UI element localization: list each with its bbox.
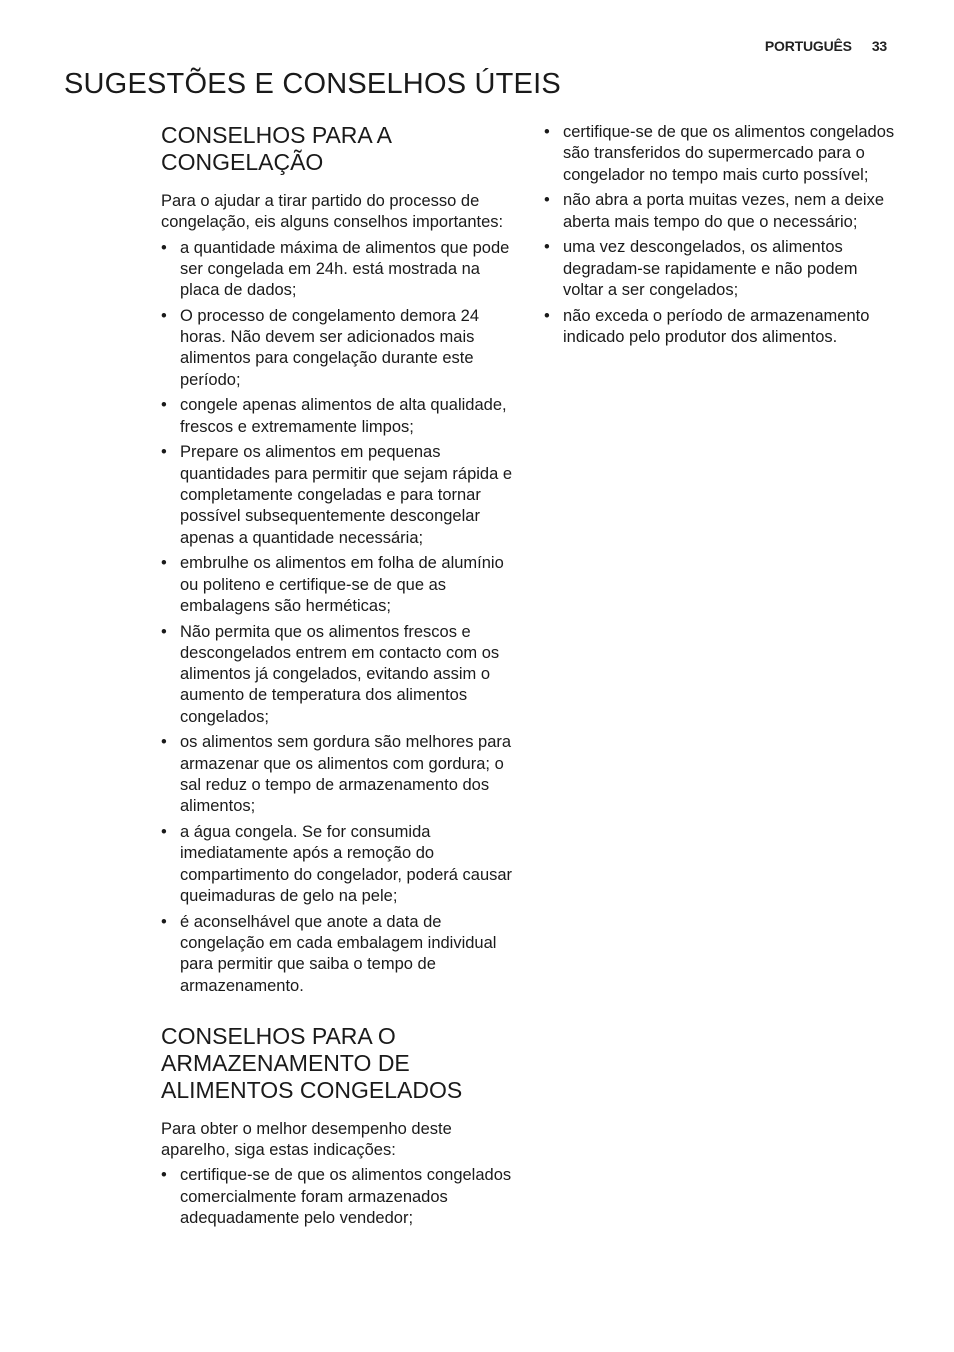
freezing-advice-heading	[161, 122, 516, 176]
left-column	[161, 120, 516, 1234]
storage-advice-list	[161, 1165, 516, 1229]
page-header	[700, 38, 887, 54]
right-column	[544, 122, 896, 353]
language-label: PORTUGUÊS	[764, 38, 852, 54]
heading-line: CONSELHOS PARA O	[161, 1022, 396, 1049]
list-item: • a quantidade máxima de alimentos que pode ser congelada em 24h. está mostrada na placa de dados;	[161, 238, 516, 302]
storage-advice-intro: Para obter o melhor desempenho deste aparelho, siga estas indicações:	[161, 1119, 452, 1160]
list-item: • embrulhe os alimentos em folha de alumínio ou politeno e certifique-se de que as embalagens são herméticas;	[161, 553, 516, 617]
list-item: • Não permita que os alimentos frescos e descongelados entrem em contacto com os alimentos já congelados, evitando assim o aumento de temperatura dos alimentos congelados;	[161, 622, 516, 728]
list-item: • uma vez descongelados, os alimentos degradam-se rapidamente e não podem voltar a ser congelados;	[544, 237, 896, 301]
list-item: • O processo de congelamento demora 24 horas. Não devem ser adicionados mais alimentos para congelação durante este período;	[161, 306, 516, 391]
freezing-advice-list	[161, 238, 516, 997]
storage-advice-list-continued	[544, 122, 896, 348]
heading-line: CONSELHOS PARA A	[161, 122, 392, 148]
list-item: • certifique-se de que os alimentos congelados comercialmente foram armazenados adequadamente pelo vendedor;	[161, 1165, 516, 1229]
page-number: 33	[871, 38, 887, 54]
storage-advice-heading	[161, 1023, 516, 1104]
freezing-advice-intro: Para o ajudar a tirar partido do processo de congelação, eis alguns conselhos importantes:	[161, 192, 504, 232]
heading-line: CONGELAÇÃO	[161, 149, 324, 175]
list-item: • os alimentos sem gordura são melhores para armazenar que os alimentos com gordura; o sal reduz o tempo de armazenamento dos alimentos;	[161, 732, 516, 817]
list-item: • não abra a porta muitas vezes, nem a deixe aberta mais tempo do que o necessário;	[544, 190, 896, 233]
list-item: • é aconselhável que anote a data de congelação em cada embalagem individual para permitir que saiba o tempo de armazenamento.	[161, 912, 516, 997]
list-item: • a água congela. Se for consumida imediatamente após a remoção do compartimento do congelador, poderá causar queimaduras de gelo na pele;	[161, 822, 516, 907]
list-item: • certifique-se de que os alimentos congelados são transferidos do supermercado para o congelador no tempo mais curto possível;	[544, 122, 896, 186]
list-item: • congele apenas alimentos de alta qualidade, frescos e extremamente limpos;	[161, 395, 516, 438]
page-title: SUGESTÕES E CONSELHOS ÚTEIS	[64, 68, 561, 100]
heading-line: ALIMENTOS CONGELADOS	[161, 1076, 463, 1103]
list-item: • não exceda o período de armazenamento indicado pelo produtor dos alimentos.	[544, 306, 896, 349]
heading-line: ARMAZENAMENTO DE	[161, 1049, 410, 1076]
list-item: • Prepare os alimentos em pequenas quantidades para permitir que sejam rápida e completamente congeladas e para tornar possível subsequentemente descongelar apenas a quantidade necessária;	[161, 442, 516, 548]
